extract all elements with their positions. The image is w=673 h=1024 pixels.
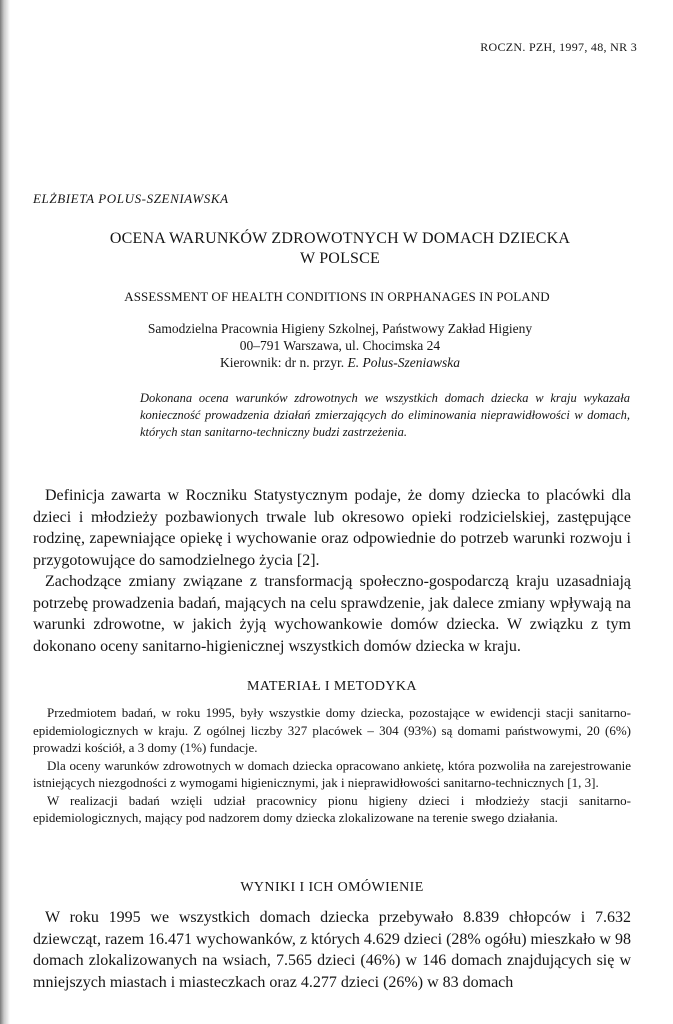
- methods-paragraph-3: W realizacji badań wzięli udział pracownicy pionu higieny dzieci i młodzieży stacji sanitarno-epidemiologicznych, mający pod nadzorem domy dziecka zlokalizowane na terenie swego działania.: [33, 792, 631, 825]
- methods-section: [33, 704, 631, 827]
- affiliation-institution: Samodzielna Pracownia Higieny Szkolnej, Państwowy Zakład Higieny: [147, 321, 533, 336]
- intro-paragraph-1: Definicja zawarta w Roczniku Statystycznym podaje, że domy dziecka to placówki dla dzieci i młodzieży pozbawionych trwale lub okresowo opieki rodzicielskiej, zastępujące rodzinę, zapewniające opiekę i wychowanie oraz odpowiednie do potrzeb warunki rozwoju i przygotowujące do samodzielnego życia [2].: [33, 487, 631, 569]
- abstract: Dokonana ocena warunków zdrowotnych we wszystkich domach dziecka w kraju wykazała konieczność prowadzenia działań zmierzających do eliminowania nieprawidłowości w domach, których stan sanitarno-techniczny budzi zastrzeżenia.: [140, 391, 630, 439]
- affiliation-head-prefix: Kierownik: dr n. przyr.: [220, 355, 348, 370]
- methods-heading: MATERIAŁ I METODYKA: [247, 679, 417, 694]
- scan-binding-shadow: [0, 0, 10, 1024]
- methods-paragraph-2: Dla oceny warunków zdrowotnych w domach dziecka opracowano ankietę, która pozwoliła na zarejestrowanie istniejących niezgodności z wymogami higienicznymi, jak i nieprawidłowości sanitarno-technicznych [1, 3].: [33, 757, 631, 790]
- results-paragraph-1: W roku 1995 we wszystkich domach dziecka przebywało 8.839 chłopców i 7.632 dziewcząt, razem 16.471 wychowanków, z których 4.629 dzieci (28% ogółu) mieszkało w 98 domach zlokalizowanych na wsiach, 7.565 dzieci (46%) w 146 domach znajdujących się w mniejszych miastach i miasteczkach oraz 4.277 dzieci (26%) w 83 domach: [33, 909, 631, 991]
- intro-paragraph-2: Zachodzące zmiany związane z transformacją społeczno-gospodarczą kraju uzasadniają potrzebę prowadzenia badań, mających na celu sprawdzenie, jak dalece zmiany wpływają na warunki zdrowotne, w jakich żyją wychowankowie domów dziecka. W związku z tym dokonano oceny sanitarno-higienicznej wszystkich domów dziecka w kraju.: [33, 573, 631, 655]
- article-title-polish: [40, 229, 640, 269]
- title-line-1: OCENA WARUNKÓW ZDROWOTNYCH W DOMACH DZIECKA: [109, 230, 571, 247]
- introduction-section: [33, 485, 631, 657]
- affiliation-head: [40, 354, 640, 371]
- methods-paragraph-1: Przedmiotem badań, w roku 1995, były wszystkie domy dziecka, pozostające w ewidencji stacji sanitarno-epidemiologicznych w kraju. Z ogólnej liczby 327 placówek – 304 (93%) są domami państwowymi, 20 (6%) prowadzi kościół, a 3 domy (1%) fundacje.: [33, 705, 631, 755]
- title-line-2: W POLSCE: [300, 250, 380, 267]
- affiliation-address: 00–791 Warszawa, ul. Chocimska 24: [239, 338, 441, 353]
- article-title-english: ASSESSMENT OF HEALTH CONDITIONS IN ORPHANAGES IN POLAND: [124, 289, 550, 304]
- results-heading: WYNIKI I ICH OMÓWIENIE: [240, 880, 424, 895]
- journal-reference: ROCZN. PZH, 1997, 48, NR 3: [480, 40, 637, 54]
- affiliation: [40, 320, 640, 371]
- affiliation-head-name: E. Polus-Szeniawska: [347, 355, 460, 370]
- author-name: ELŻBIETA POLUS-SZENIAWSKA: [33, 191, 229, 206]
- results-section: [33, 907, 631, 993]
